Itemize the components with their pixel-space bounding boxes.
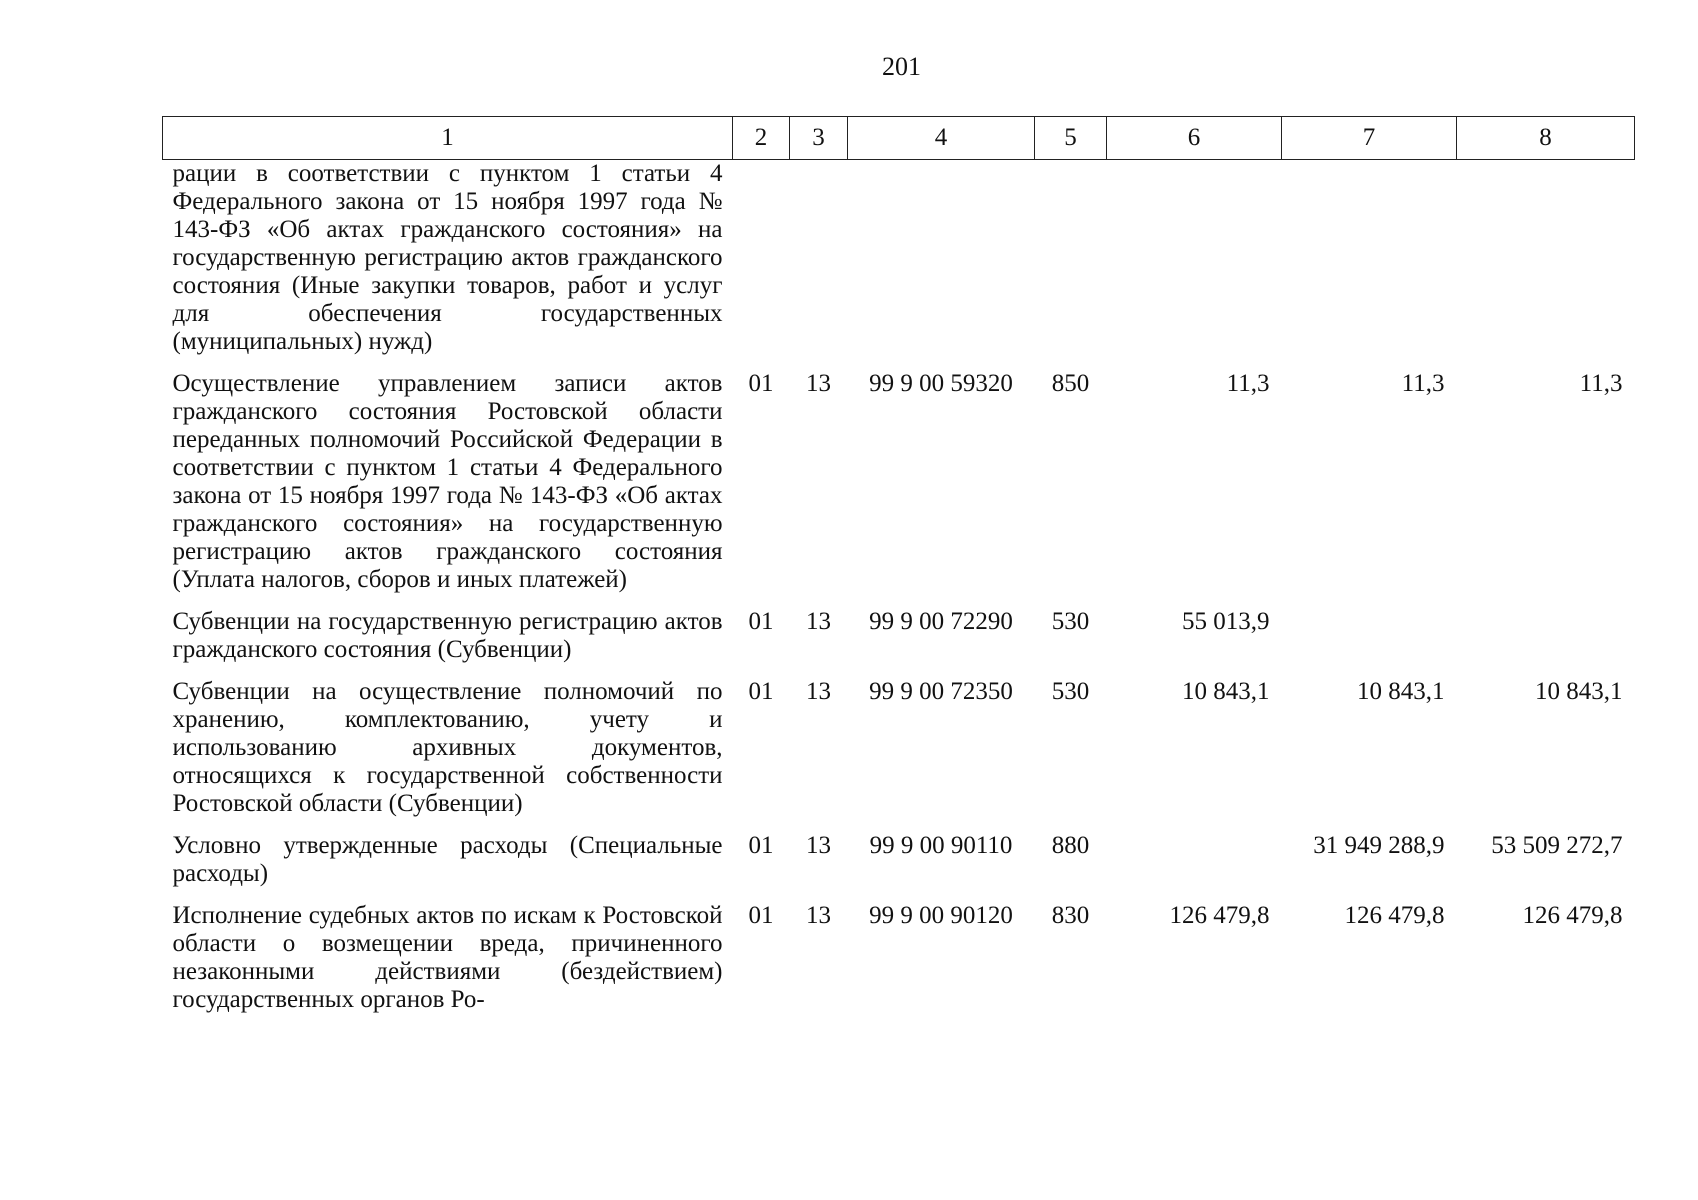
row-amount-col6 bbox=[1107, 160, 1282, 371]
row-description: Условно утвержденные расходы (Специальные расходы) bbox=[172, 832, 723, 887]
row-amount-col7: 31 949 288,9 bbox=[1313, 832, 1445, 859]
row-amount-col8: 126 479,8 bbox=[1522, 902, 1623, 929]
row-subsection: 13 bbox=[806, 608, 831, 635]
budget-table bbox=[162, 116, 1635, 1028]
row-amount-col7: 10 843,1 bbox=[1357, 678, 1445, 705]
row-subsection: 13 bbox=[806, 678, 831, 705]
column-header-5: 5 bbox=[1035, 117, 1107, 160]
row-amount-col8: 11,3 bbox=[1579, 370, 1623, 397]
row-amount-col6: 11,3 bbox=[1226, 370, 1270, 397]
table-row bbox=[163, 608, 1635, 678]
row-amount-col8 bbox=[1457, 608, 1635, 678]
row-subsection: 13 bbox=[806, 832, 831, 859]
header-row bbox=[163, 117, 1635, 160]
column-header-6: 6 bbox=[1107, 117, 1282, 160]
row-amount-col6: 10 843,1 bbox=[1182, 678, 1270, 705]
row-target-article: 99 9 00 59320 bbox=[869, 370, 1013, 397]
row-description: Осуществление управлением записи актов гражданского состояния Ростовской области переданных полномочий Российской Федерации в соответствии с пунктом 1 статьи 4 Федерального закона от 15 ноября 1997 года № 143-ФЗ «Об актах гражданского состояния» на государственную регистрацию актов гражданского состояния (Уплата налогов, сборов и иных платежей) bbox=[172, 370, 723, 593]
table-row bbox=[163, 832, 1635, 902]
row-expense-type bbox=[1035, 160, 1107, 371]
row-amount-col8: 53 509 272,7 bbox=[1491, 832, 1623, 859]
row-section: 01 bbox=[748, 832, 774, 859]
row-description: Субвенции на государственную регистрацию актов гражданского состояния (Субвенции) bbox=[172, 608, 723, 663]
row-target-article bbox=[848, 160, 1035, 371]
row-subsection bbox=[790, 160, 848, 371]
row-expense-type: 850 bbox=[1051, 370, 1090, 397]
row-section: 01 bbox=[748, 608, 774, 635]
row-section: 01 bbox=[748, 370, 774, 397]
row-amount-col8 bbox=[1457, 160, 1635, 371]
row-target-article: 99 9 00 72350 bbox=[869, 678, 1013, 705]
row-amount-col6: 126 479,8 bbox=[1169, 902, 1270, 929]
page-number: 201 bbox=[882, 52, 921, 81]
column-header-1: 1 bbox=[163, 117, 733, 160]
column-header-7: 7 bbox=[1282, 117, 1457, 160]
row-amount-col7: 126 479,8 bbox=[1344, 902, 1445, 929]
row-section: 01 bbox=[748, 902, 774, 929]
table-row bbox=[163, 370, 1635, 608]
row-subsection: 13 bbox=[806, 370, 831, 397]
row-amount-col6: 55 013,9 bbox=[1182, 608, 1270, 635]
row-expense-type: 830 bbox=[1051, 902, 1090, 929]
row-expense-type: 530 bbox=[1051, 678, 1090, 705]
row-amount-col7: 11,3 bbox=[1401, 370, 1445, 397]
column-header-4: 4 bbox=[848, 117, 1035, 160]
row-target-article: 99 9 00 90110 bbox=[869, 832, 1013, 859]
row-description: рации в соответствии с пунктом 1 статьи 4 Федерального закона от 15 ноября 1997 года № 143-ФЗ «Об актах гражданского состояния» на государственную регистрацию актов гражданского состояния (Иные закупки товаров, работ и услуг для обеспечения государственных (муниципальных) нужд) bbox=[172, 160, 723, 355]
row-amount-col8: 10 843,1 bbox=[1535, 678, 1623, 705]
row-amount-col7 bbox=[1282, 608, 1457, 678]
table-row bbox=[163, 678, 1635, 832]
table-row bbox=[163, 160, 1635, 371]
table-row bbox=[163, 902, 1635, 1028]
column-header-3: 3 bbox=[790, 117, 848, 160]
row-subsection: 13 bbox=[806, 902, 831, 929]
row-amount-col7 bbox=[1282, 160, 1457, 371]
column-header-2: 2 bbox=[733, 117, 790, 160]
row-expense-type: 880 bbox=[1051, 832, 1090, 859]
row-description: Субвенции на осуществление полномочий по хранению, комплектованию, учету и использованию архивных документов, относящихся к государственной собственности Ростовской области (Субвенции) bbox=[172, 678, 723, 817]
row-expense-type: 530 bbox=[1051, 608, 1090, 635]
row-section bbox=[733, 160, 790, 371]
row-target-article: 99 9 00 72290 bbox=[869, 608, 1013, 635]
column-header-8: 8 bbox=[1457, 117, 1635, 160]
row-target-article: 99 9 00 90120 bbox=[869, 902, 1013, 929]
row-amount-col6 bbox=[1107, 832, 1282, 902]
row-description: Исполнение судебных актов по искам к Ростовской области о возмещении вреда, причиненного незаконными действиями (бездействием) государственных органов Ро- bbox=[172, 902, 723, 1013]
row-section: 01 bbox=[748, 678, 774, 705]
